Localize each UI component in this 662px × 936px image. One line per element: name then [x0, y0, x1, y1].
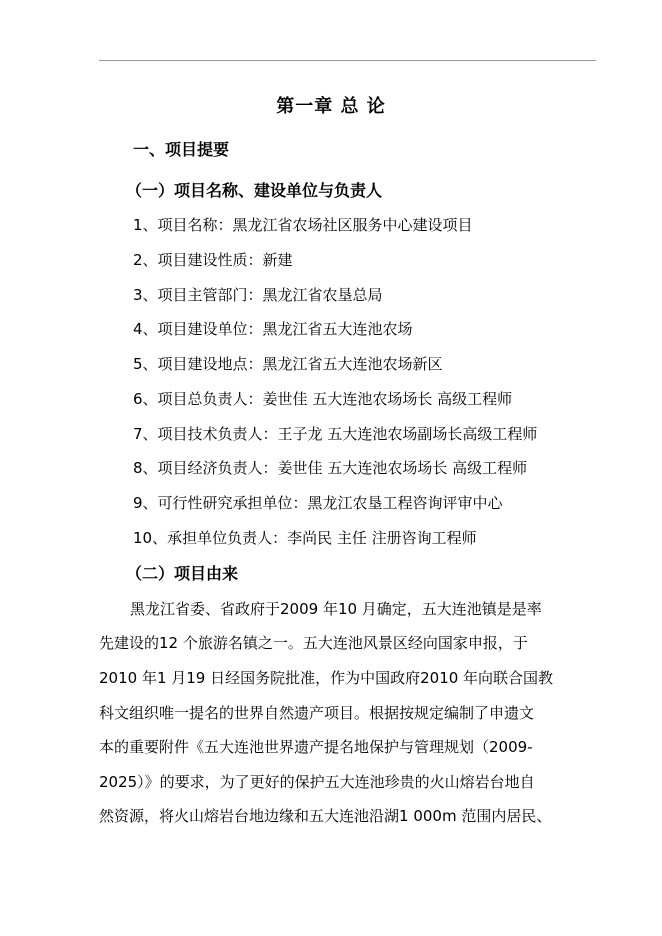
list-item-5: 5、项目建设地点：黑龙江省五大连池农场新区: [133, 355, 443, 373]
list-item-3: 3、项目主管部门：黑龙江省农垦总局: [133, 286, 383, 304]
list-item-1: 1、项目名称：黑龙江省农场社区服务中心建设项目: [133, 216, 473, 234]
header-rule: [99, 60, 596, 61]
paragraph-line-5: 本的重要附件《五大连池世界遗产提名地保护与管理规划（2009-: [99, 738, 533, 756]
paragraph-line-4: 科文组织唯一提名的世界自然遗产项目。根据按规定编制了申遗文: [99, 704, 535, 722]
list-item-6: 6、项目总负责人：姜世佳 五大连池农场场长 高级工程师: [133, 390, 513, 408]
list-item-10: 10、承担单位负责人：李尚民 主任 注册咨询工程师: [133, 529, 477, 547]
list-item-8: 8、项目经济负责人：姜世佳 五大连池农场场长 高级工程师: [133, 459, 528, 477]
subsection-heading-1: （一）项目名称、建设单位与负责人: [126, 181, 383, 200]
list-item-7: 7、项目技术负责人：王子龙 五大连池农场副场长高级工程师: [133, 425, 538, 443]
paragraph-line-3: 2010 年1 月19 日经国务院批准，作为中国政府2010 年向联合国教: [99, 669, 554, 687]
subsection-heading-2: （二）项目由来: [126, 564, 239, 583]
list-item-9: 9、可行性研究承担单位：黑龙江农垦工程咨询评审中心: [133, 494, 503, 512]
section-heading: 一、项目提要: [133, 140, 230, 159]
paragraph-line-7: 然资源，将火山熔岩台地边缘和五大连池沿湖1 000m 范围内居民、: [99, 807, 552, 825]
paragraph-line-6: 2025）》的要求，为了更好的保护五大连池珍贵的火山熔岩台地自: [99, 773, 535, 791]
list-item-4: 4、项目建设单位：黑龙江省五大连池农场: [133, 320, 413, 338]
chapter-title: 第一章 总 论: [276, 96, 386, 117]
paragraph-line-1: 黑龙江省委、省政府于2009 年10 月确定，五大连池镇是是率: [130, 600, 542, 618]
list-item-2: 2、项目建设性质：新建: [133, 251, 293, 269]
paragraph-line-2: 先建设的12 个旅游名镇之一。五大连池风景区经向国家申报，于: [99, 634, 528, 652]
